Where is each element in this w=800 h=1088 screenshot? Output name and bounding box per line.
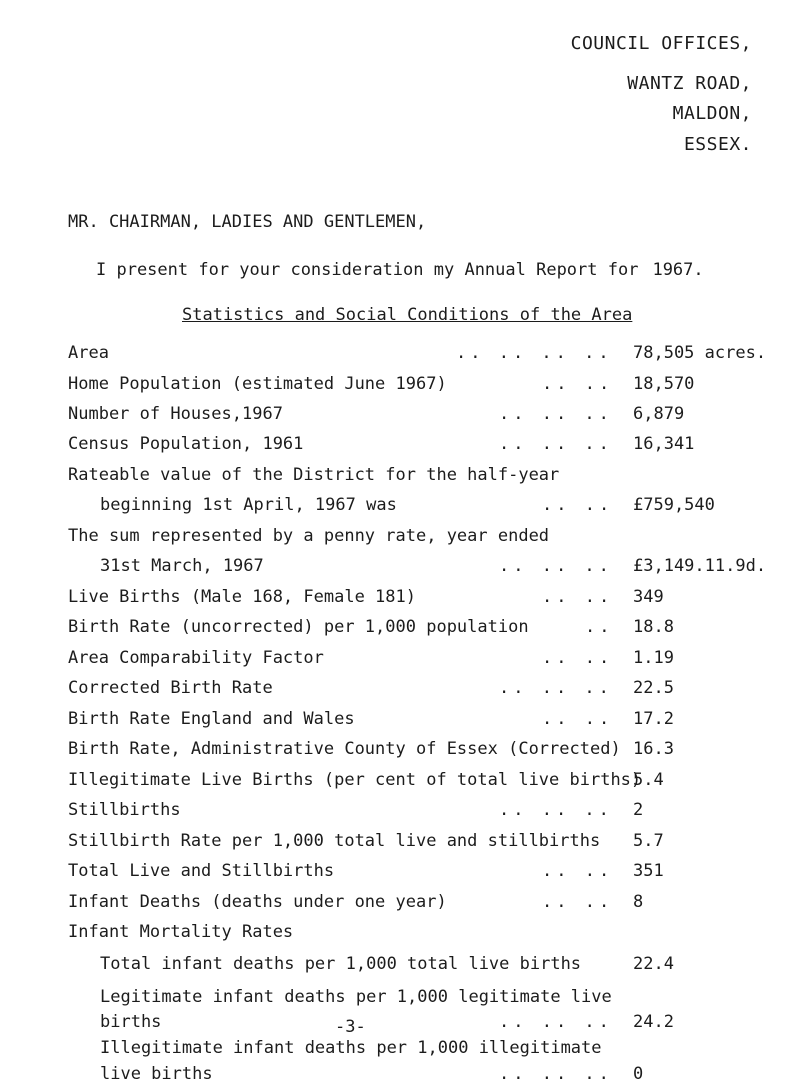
- leader-dots: .. ..: [542, 709, 614, 729]
- address-line-4: ESSEX.: [683, 134, 752, 155]
- table-row: [68, 987, 768, 1011]
- address-line-3: MALDON,: [672, 103, 752, 124]
- table-row: [68, 831, 768, 855]
- table-row: [68, 922, 768, 946]
- row-value: £3,149.11.9d.: [633, 556, 767, 576]
- row-label: Number of Houses,1967: [68, 404, 283, 424]
- row-value: 18.8: [633, 617, 674, 637]
- table-row: [68, 709, 768, 733]
- report-year: 1967.: [652, 260, 704, 280]
- leader-dots: ..: [585, 617, 614, 637]
- row-label: Census Population, 1961: [68, 434, 304, 454]
- table-row: [68, 861, 768, 885]
- intro-text: I present for your consideration my Annual Report for: [96, 260, 639, 280]
- leader-dots: .. ..: [542, 495, 614, 515]
- row-label: Area: [68, 343, 109, 363]
- row-label: Infant Mortality Rates: [68, 922, 294, 942]
- table-row: [68, 434, 768, 458]
- row-value: 16,341: [633, 434, 695, 454]
- address-line-2: WANTZ ROAD,: [627, 73, 752, 94]
- table-row: [68, 800, 768, 824]
- table-row: [68, 1012, 768, 1036]
- row-label: Total infant deaths per 1,000 total live births: [100, 954, 582, 974]
- row-label: Birth Rate England and Wales: [68, 709, 355, 729]
- table-row: [68, 892, 768, 916]
- row-value: 2: [633, 800, 644, 820]
- leader-dots: .. .. ..: [499, 434, 613, 454]
- table-row: [68, 465, 768, 489]
- row-label: Home Population (estimated June 1967): [68, 374, 447, 394]
- leader-dots: .. ..: [542, 587, 614, 607]
- row-label: beginning 1st April, 1967 was: [100, 495, 397, 515]
- row-label: 31st March, 1967: [100, 556, 264, 576]
- table-row: [68, 404, 768, 428]
- row-label: Infant Deaths (deaths under one year): [68, 892, 447, 912]
- row-value: 5.4: [633, 770, 664, 790]
- row-value: 1.19: [633, 648, 674, 668]
- table-row: [68, 343, 768, 367]
- table-row: [68, 739, 768, 763]
- row-label: Illegitimate Live Births (per cent of total live births): [68, 770, 642, 790]
- address-line-1: COUNCIL OFFICES,: [570, 33, 752, 54]
- leader-dots: .. ..: [542, 892, 614, 912]
- salutation: MR. CHAIRMAN, LADIES AND GENTLEMEN,: [68, 212, 427, 232]
- row-value: 16.3: [633, 739, 674, 759]
- row-value: 78,505 acres.: [633, 343, 767, 363]
- row-value: 351: [633, 861, 664, 881]
- row-value: 22.5: [633, 678, 674, 698]
- page-number: -3-: [335, 1017, 366, 1037]
- table-row: [68, 556, 768, 580]
- table-row: [68, 770, 768, 794]
- table-row: [68, 526, 768, 550]
- row-label: Total Live and Stillbirths: [68, 861, 335, 881]
- leader-dots: .. .. .. ..: [456, 343, 613, 363]
- row-value: 6,879: [633, 404, 685, 424]
- row-label: Live Births (Male 168, Female 181): [68, 587, 416, 607]
- row-value: 22.4: [633, 954, 674, 974]
- row-label: Area Comparability Factor: [68, 648, 324, 668]
- table-row: [68, 678, 768, 702]
- row-label: Stillbirths: [68, 800, 181, 820]
- row-label: Rateable value of the District for the half-year: [68, 465, 560, 485]
- table-row: [68, 1064, 768, 1088]
- leader-dots: .. ..: [542, 648, 614, 668]
- row-label: Illegitimate infant deaths per 1,000 illegitimate: [100, 1038, 602, 1058]
- table-row: [68, 495, 768, 519]
- leader-dots: .. .. ..: [499, 678, 613, 698]
- table-row: [68, 648, 768, 672]
- leader-dots: .. ..: [542, 861, 614, 881]
- row-value: 8: [633, 892, 644, 912]
- row-label: Corrected Birth Rate: [68, 678, 273, 698]
- section-heading: Statistics and Social Conditions of the Area: [182, 305, 633, 325]
- table-row: [68, 374, 768, 398]
- row-label: The sum represented by a penny rate, year ended: [68, 526, 550, 546]
- row-value: 17.2: [633, 709, 674, 729]
- row-value: 0: [633, 1064, 644, 1084]
- table-row: [68, 587, 768, 611]
- row-label: Birth Rate (uncorrected) per 1,000 population: [68, 617, 529, 637]
- leader-dots: .. .. ..: [499, 1012, 613, 1032]
- leader-dots: .. .. ..: [499, 1064, 613, 1084]
- row-value: 18,570: [633, 374, 695, 394]
- row-label: Birth Rate, Administrative County of Essex (Corrected): [68, 739, 621, 759]
- leader-dots: .. .. ..: [499, 556, 613, 576]
- row-label: live births: [100, 1064, 213, 1084]
- table-row: [68, 1038, 768, 1062]
- row-label: Stillbirth Rate per 1,000 total live and stillbirths: [68, 831, 601, 851]
- row-value: £759,540: [633, 495, 715, 515]
- leader-dots: .. .. ..: [499, 800, 613, 820]
- row-label: Legitimate infant deaths per 1,000 legitimate live: [100, 987, 612, 1007]
- row-label: births: [100, 1012, 162, 1032]
- table-row: [68, 954, 768, 978]
- table-row: [68, 617, 768, 641]
- leader-dots: .. .. ..: [499, 404, 613, 424]
- row-value: 5.7: [633, 831, 664, 851]
- intro-paragraph: [96, 260, 704, 280]
- row-value: 349: [633, 587, 664, 607]
- leader-dots: .. ..: [542, 374, 614, 394]
- row-value: 24.2: [633, 1012, 674, 1032]
